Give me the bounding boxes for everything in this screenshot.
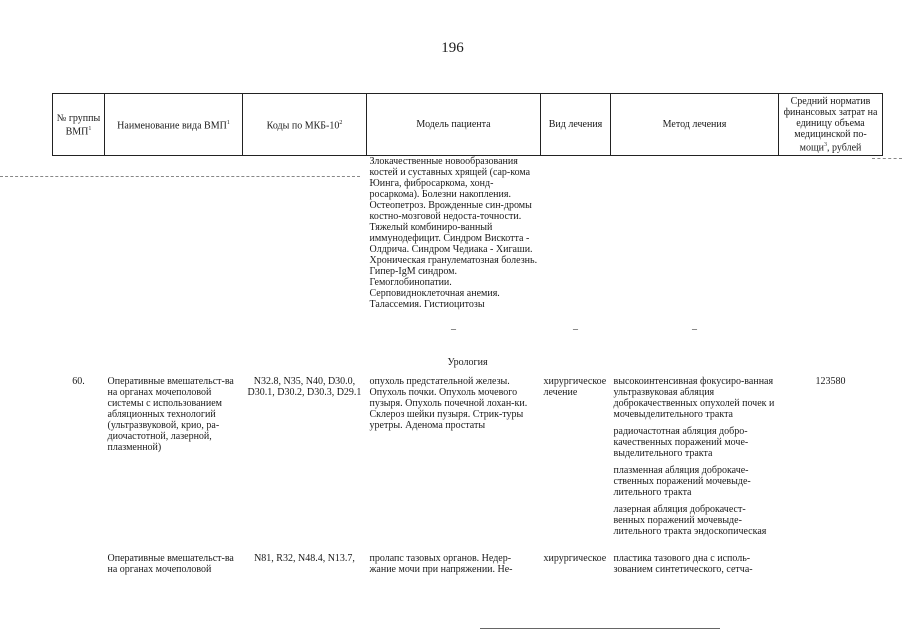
dash-row	[53, 324, 883, 338]
header-vmp-name: Наименование вида ВМП$^1$	[105, 94, 243, 156]
section-title: Урология	[447, 357, 488, 369]
row-treatment-type: хирургическое	[543, 553, 607, 565]
section-row	[53, 338, 883, 374]
header-group-no: № группы ВМП$^1$	[53, 94, 105, 156]
header-avg-cost: Средний норматив финансовых затрат на единицу объема медицинской по-мощи$^3$, рублей	[779, 94, 883, 156]
row-avg-cost: 123580	[815, 376, 846, 388]
row-vmp-name: Оперативные вмешательст-ва на органах мочеполовой системы с использованием абляционных технологий (ультразвуковой, крио, ра-диочастотной, лазерной, плазменной)	[107, 376, 234, 454]
continuation-patient-model: Злокачественные новообразования костей и суставных хрящей (сар-кома Юинга, фибросаркома, хонд-росаркома). Болезни накопления. Остеопетроз. Врожденные син-дромы костно-мозговой недоста-точности. Тяжелый комбиниро-ванный иммунодефицит. Синдром Вискотта - Олдрича. Синдром Чедиака - Хигаши. Хроническая гранулематозная болезнь. Гипер-IgM синдром. Гемоглобинопатии. Серповидноклеточная анемия. Талассемия. Гистиоцитозы	[369, 156, 538, 311]
header-treatment-method: Метод лечения	[611, 94, 779, 156]
row-vmp-name: Оперативные вмешательст-ва на органах мочеполовой	[107, 553, 234, 576]
row-patient-model: опухоль предстательной железы. Опухоль почки. Опухоль мочевого пузыря. Опухоль почечной лохан-ки. Склероз шейки пузыря. Стрик-туры уретры. Аденома простаты	[369, 376, 528, 432]
row-group-no: 60.	[72, 376, 85, 388]
dash-method: –	[692, 324, 697, 336]
method-item: радиочастотная абляция добро-качественных поражений моче-выделительного тракта	[613, 426, 749, 460]
continuation-row	[53, 156, 883, 325]
row-treatment-type: хирургическое лечение	[543, 376, 607, 399]
method-item: лазерная абляция доброкачест-венных поражений мочевыде-лительного тракта эндоскопическая	[613, 504, 767, 538]
row-patient-model: пролапс тазовых органов. Недер-жание мочи при напряжении. Не-	[369, 553, 513, 576]
header-patient-model: Модель пациента	[367, 94, 541, 156]
table-row	[53, 543, 883, 575]
header-treatment-type: Вид лечения	[541, 94, 611, 156]
dash-model: –	[451, 324, 456, 336]
page-number: 196	[441, 40, 464, 56]
row-mkb-codes: N81, R32, N48.4, N13.7,	[254, 553, 355, 565]
scan-artifact-line	[480, 628, 720, 629]
row-treatment-methods	[611, 374, 779, 543]
table-header-row	[53, 94, 883, 156]
method-item: плазменная абляция доброкаче-ственных поражений мочевыде-лительного тракта	[613, 465, 751, 499]
table-row	[53, 374, 883, 543]
method-item: высокоинтенсивная фокусиро-ванная ультразвуковая абляция доброкачественных опухолей почек и мочевыделительного тракта	[613, 376, 775, 421]
header-mkb-codes: Коды по МКБ-$10^2$	[243, 94, 367, 156]
row-treatment-method: пластика тазового дна с исполь-зованием синтетического, сетча-	[613, 553, 753, 576]
vmp-table	[52, 93, 882, 575]
dash-type: –	[573, 324, 578, 336]
row-mkb-codes: N32.8, N35, N40, D30.0, D30.1, D30.2, D30.3, D29.1	[247, 376, 362, 399]
